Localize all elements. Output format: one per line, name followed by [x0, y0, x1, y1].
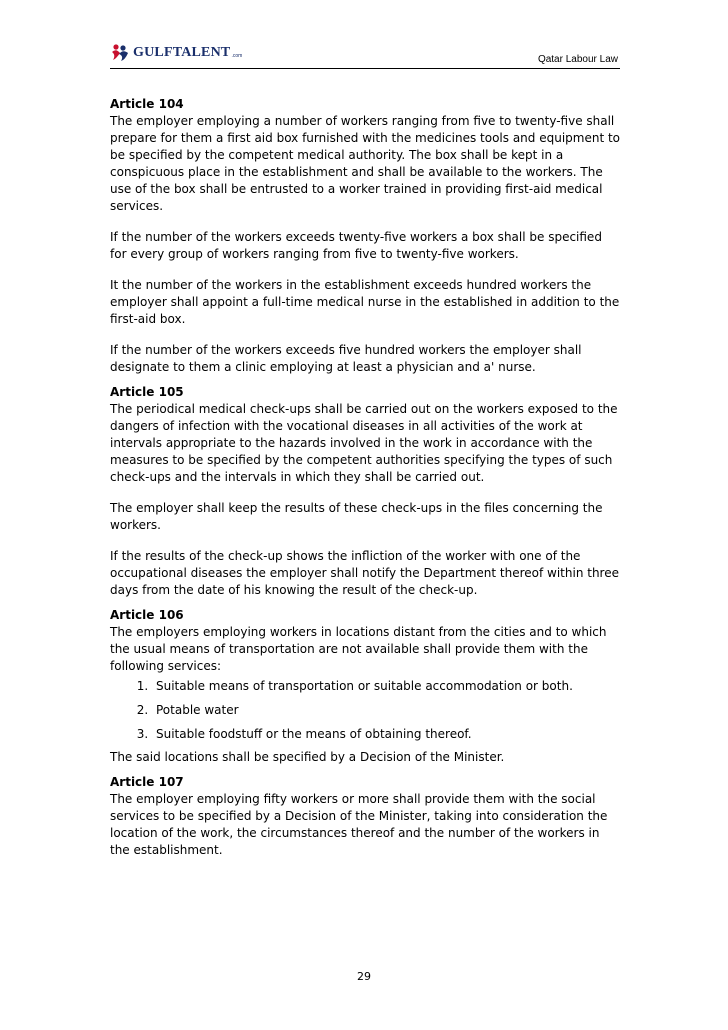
article-paragraph: If the number of the workers exceeds twenty-five workers a box shall be specified for every group of workers ranging from five to twenty-five workers.: [110, 230, 602, 261]
article-106: [110, 607, 620, 766]
list-item: 3. Suitable foodstuff or the means of obtaining thereof.: [152, 726, 620, 743]
services-list: [110, 678, 620, 743]
page-header: [110, 40, 620, 69]
article-paragraph: The employer employing fifty workers or more shall provide them with the social services to be specified by a Decision of the Minister, taking into consideration the location of the work, the circumstances thereof and the number of the workers in the establishment.: [110, 792, 608, 857]
logo-word-talent: TALENT: [172, 45, 231, 60]
article-heading: Article 105: [110, 385, 184, 399]
article-paragraph: The said locations shall be specified by a Decision of the Minister.: [110, 750, 505, 764]
article-heading: Article 104: [110, 97, 184, 111]
article-paragraph: If the number of the workers exceeds five hundred workers the employer shall designate to them a clinic employing at least a physician and a' nurse.: [110, 343, 582, 374]
article-paragraph: If the results of the check-up shows the infliction of the worker with one of the occupational diseases the employer shall notify the Department thereof within three days from the date of his knowing the result of the check-up.: [110, 549, 619, 597]
article-paragraph: The periodical medical check-ups shall be carried out on the workers exposed to the dangers of infection with the vocational diseases in all activities of the work at intervals appropriate to the hazards involved in the work in accordance with the measures to be specified by the competent authorities specifying the types of such check-ups and the intervals in which they shall be carried out.: [110, 402, 618, 484]
article-heading: Article 107: [110, 775, 184, 789]
article-paragraph: The employer employing a number of workers ranging from five to twenty-five shall prepare for them a first aid box furnished with the medicines tools and equipment to be specified by the competent medical authority. The box shall be kept in a conspicuous place in the establishment and shall be available to the workers. The use of the box shall be entrusted to a worker trained in providing first-aid medical services.: [110, 114, 621, 213]
logo-wordmark: [133, 45, 230, 61]
logo-com-suffix: .com: [231, 53, 243, 59]
article-104: [110, 96, 620, 376]
article-105: [110, 384, 620, 599]
article-paragraph: The employers employing workers in locations distant from the cities and to which the usual means of transportation are not available shall provide them with the following services:: [110, 625, 607, 673]
document-body: [110, 96, 620, 859]
list-item: 1. Suitable means of transportation or suitable accommodation or both.: [152, 678, 620, 695]
gulftalent-logo: [110, 42, 242, 64]
logo-word-gulf: GULF: [133, 45, 173, 60]
page-number: 29: [357, 970, 371, 983]
list-item: 2. Potable water: [152, 702, 620, 719]
article-107: [110, 774, 620, 859]
article-paragraph: The employer shall keep the results of these check-ups in the files concerning the workers.: [110, 501, 603, 532]
header-document-title: Qatar Labour Law: [537, 54, 618, 65]
gulftalent-people-icon: [110, 43, 130, 63]
article-paragraph: It the number of the workers in the establishment exceeds hundred workers the employer shall appoint a full-time medical nurse in the established in addition to the first-aid box.: [110, 278, 620, 326]
article-heading: Article 106: [110, 608, 184, 622]
